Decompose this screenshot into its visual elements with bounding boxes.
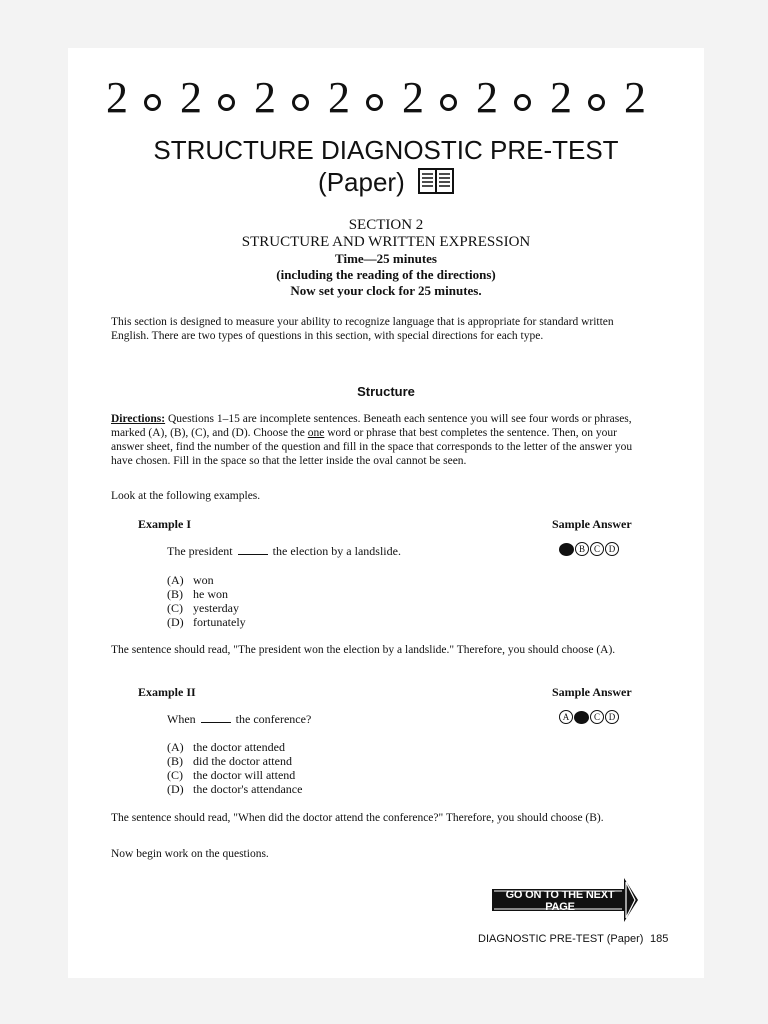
option-item — [167, 601, 246, 615]
ring-icon — [218, 94, 235, 111]
answer-blank — [201, 714, 231, 723]
document-page — [68, 48, 704, 978]
ring-icon — [366, 94, 383, 111]
sentence-start: When — [167, 712, 196, 726]
option-text: the doctor's attendance — [193, 782, 303, 796]
answer-oval: D — [605, 542, 619, 556]
option-letter: (C) — [167, 768, 183, 782]
directions-emphasis: one — [307, 427, 325, 439]
example-sentence — [167, 712, 311, 727]
time-limit: Time—25 minutes — [335, 251, 437, 266]
option-letter: (D) — [167, 615, 184, 629]
option-text: fortunately — [193, 615, 246, 629]
page-subtitle — [68, 166, 704, 198]
option-text: won — [193, 573, 214, 587]
banner-digit: 2 — [402, 73, 424, 122]
ring-icon — [514, 94, 531, 111]
option-letter: (B) — [167, 754, 183, 768]
example-explanation: The sentence should read, "When did the doctor attend the conference?" Therefore, you should choose (B). — [111, 812, 604, 824]
structure-heading: Structure — [357, 384, 415, 399]
example-heading: Example II — [138, 685, 196, 699]
directions-label: Directions: — [111, 413, 166, 425]
option-item — [167, 782, 302, 796]
answer-oval: A — [559, 710, 573, 724]
option-text: yesterday — [193, 601, 239, 615]
intro-paragraph: This section is designed to measure your ability to recognize language that is appropriate for standard written English. There are two types of questions in this section, with special directions for each type. — [111, 316, 614, 342]
banner-digit: 2 — [328, 73, 350, 122]
option-letter: (A) — [167, 740, 184, 754]
banner-digit: 2 — [180, 73, 202, 122]
look-instruction: Look at the following examples. — [111, 490, 261, 502]
sample-answer-ovals — [559, 540, 620, 556]
answer-oval: D — [605, 710, 619, 724]
answer-blank — [238, 546, 268, 555]
sentence-end: the election by a landslide. — [272, 544, 401, 558]
sentence-end: the conference? — [235, 712, 312, 726]
option-text: he won — [193, 587, 228, 601]
option-letter: (B) — [167, 587, 183, 601]
option-text: did the doctor attend — [193, 754, 292, 768]
option-letter: (A) — [167, 573, 184, 587]
example-options — [167, 740, 302, 796]
banner-digit: 2 — [254, 73, 276, 122]
option-letter: (D) — [167, 782, 184, 796]
option-item — [167, 573, 246, 587]
option-item — [167, 740, 302, 754]
banner-digit: 2 — [476, 73, 498, 122]
begin-instruction: Now begin work on the questions. — [111, 848, 269, 860]
sentence-start: The president — [167, 544, 233, 558]
answer-oval-filled: B — [574, 711, 589, 724]
page-number: 185 — [650, 933, 669, 945]
sample-answer-label: Sample Answer — [552, 517, 632, 531]
directions-paragraph — [111, 412, 641, 468]
sample-answer-ovals — [559, 708, 620, 724]
option-item — [167, 615, 246, 629]
answer-oval: C — [590, 542, 604, 556]
next-page-arrow[interactable] — [492, 878, 638, 922]
example-options — [167, 573, 246, 629]
clock-instruction: Now set your clock for 25 minutes. — [290, 283, 482, 298]
banner-digit: 2 — [624, 73, 646, 122]
example-explanation: The sentence should read, "The president won the election by a landslide." Therefore, you should choose (A). — [111, 644, 616, 656]
directions-text-2: word or phrase that best completes the sentence. Then, on your answer sheet, find the number of the question and fill in the space that corresponds to the letter of the answer you have chosen. Fill in the space so that the letter inside the oval cannot be seen. — [111, 427, 633, 467]
option-item — [167, 754, 302, 768]
answer-oval: B — [575, 542, 589, 556]
option-text: the doctor will attend — [193, 768, 296, 782]
option-text: the doctor attended — [193, 740, 285, 754]
ring-icon — [588, 94, 605, 111]
ring-icon — [144, 94, 161, 111]
page-title: STRUCTURE DIAGNOSTIC PRE-TEST — [153, 135, 619, 165]
answer-oval-filled: A — [559, 543, 574, 556]
example-sentence — [167, 544, 401, 559]
sample-answer-label: Sample Answer — [552, 685, 632, 699]
ring-icon — [292, 94, 309, 111]
subtitle-text: (Paper) — [318, 167, 405, 197]
next-page-label: GO ON TO THE NEXT PAGE — [505, 889, 615, 913]
time-note: (including the reading of the directions) — [276, 267, 496, 282]
ring-icon — [440, 94, 457, 111]
book-icon — [418, 168, 454, 194]
section-name: STRUCTURE AND WRITTEN EXPRESSION — [241, 234, 531, 250]
answer-oval: C — [590, 710, 604, 724]
banner-digit: 2 — [106, 73, 128, 122]
banner-digit: 2 — [550, 73, 572, 122]
option-item — [167, 768, 302, 782]
section-number: SECTION 2 — [348, 217, 424, 233]
option-item — [167, 587, 246, 601]
footer-label: DIAGNOSTIC PRE-TEST (Paper) — [478, 933, 644, 945]
option-letter: (C) — [167, 601, 183, 615]
example-heading: Example I — [138, 517, 192, 531]
section-number-banner — [106, 72, 666, 124]
directions-text-1: Questions 1–15 are incomplete sentences. Beneath each sentence you will see four words or phrases, marked (A), (B), (C), and (D). Choose the — [111, 413, 632, 439]
